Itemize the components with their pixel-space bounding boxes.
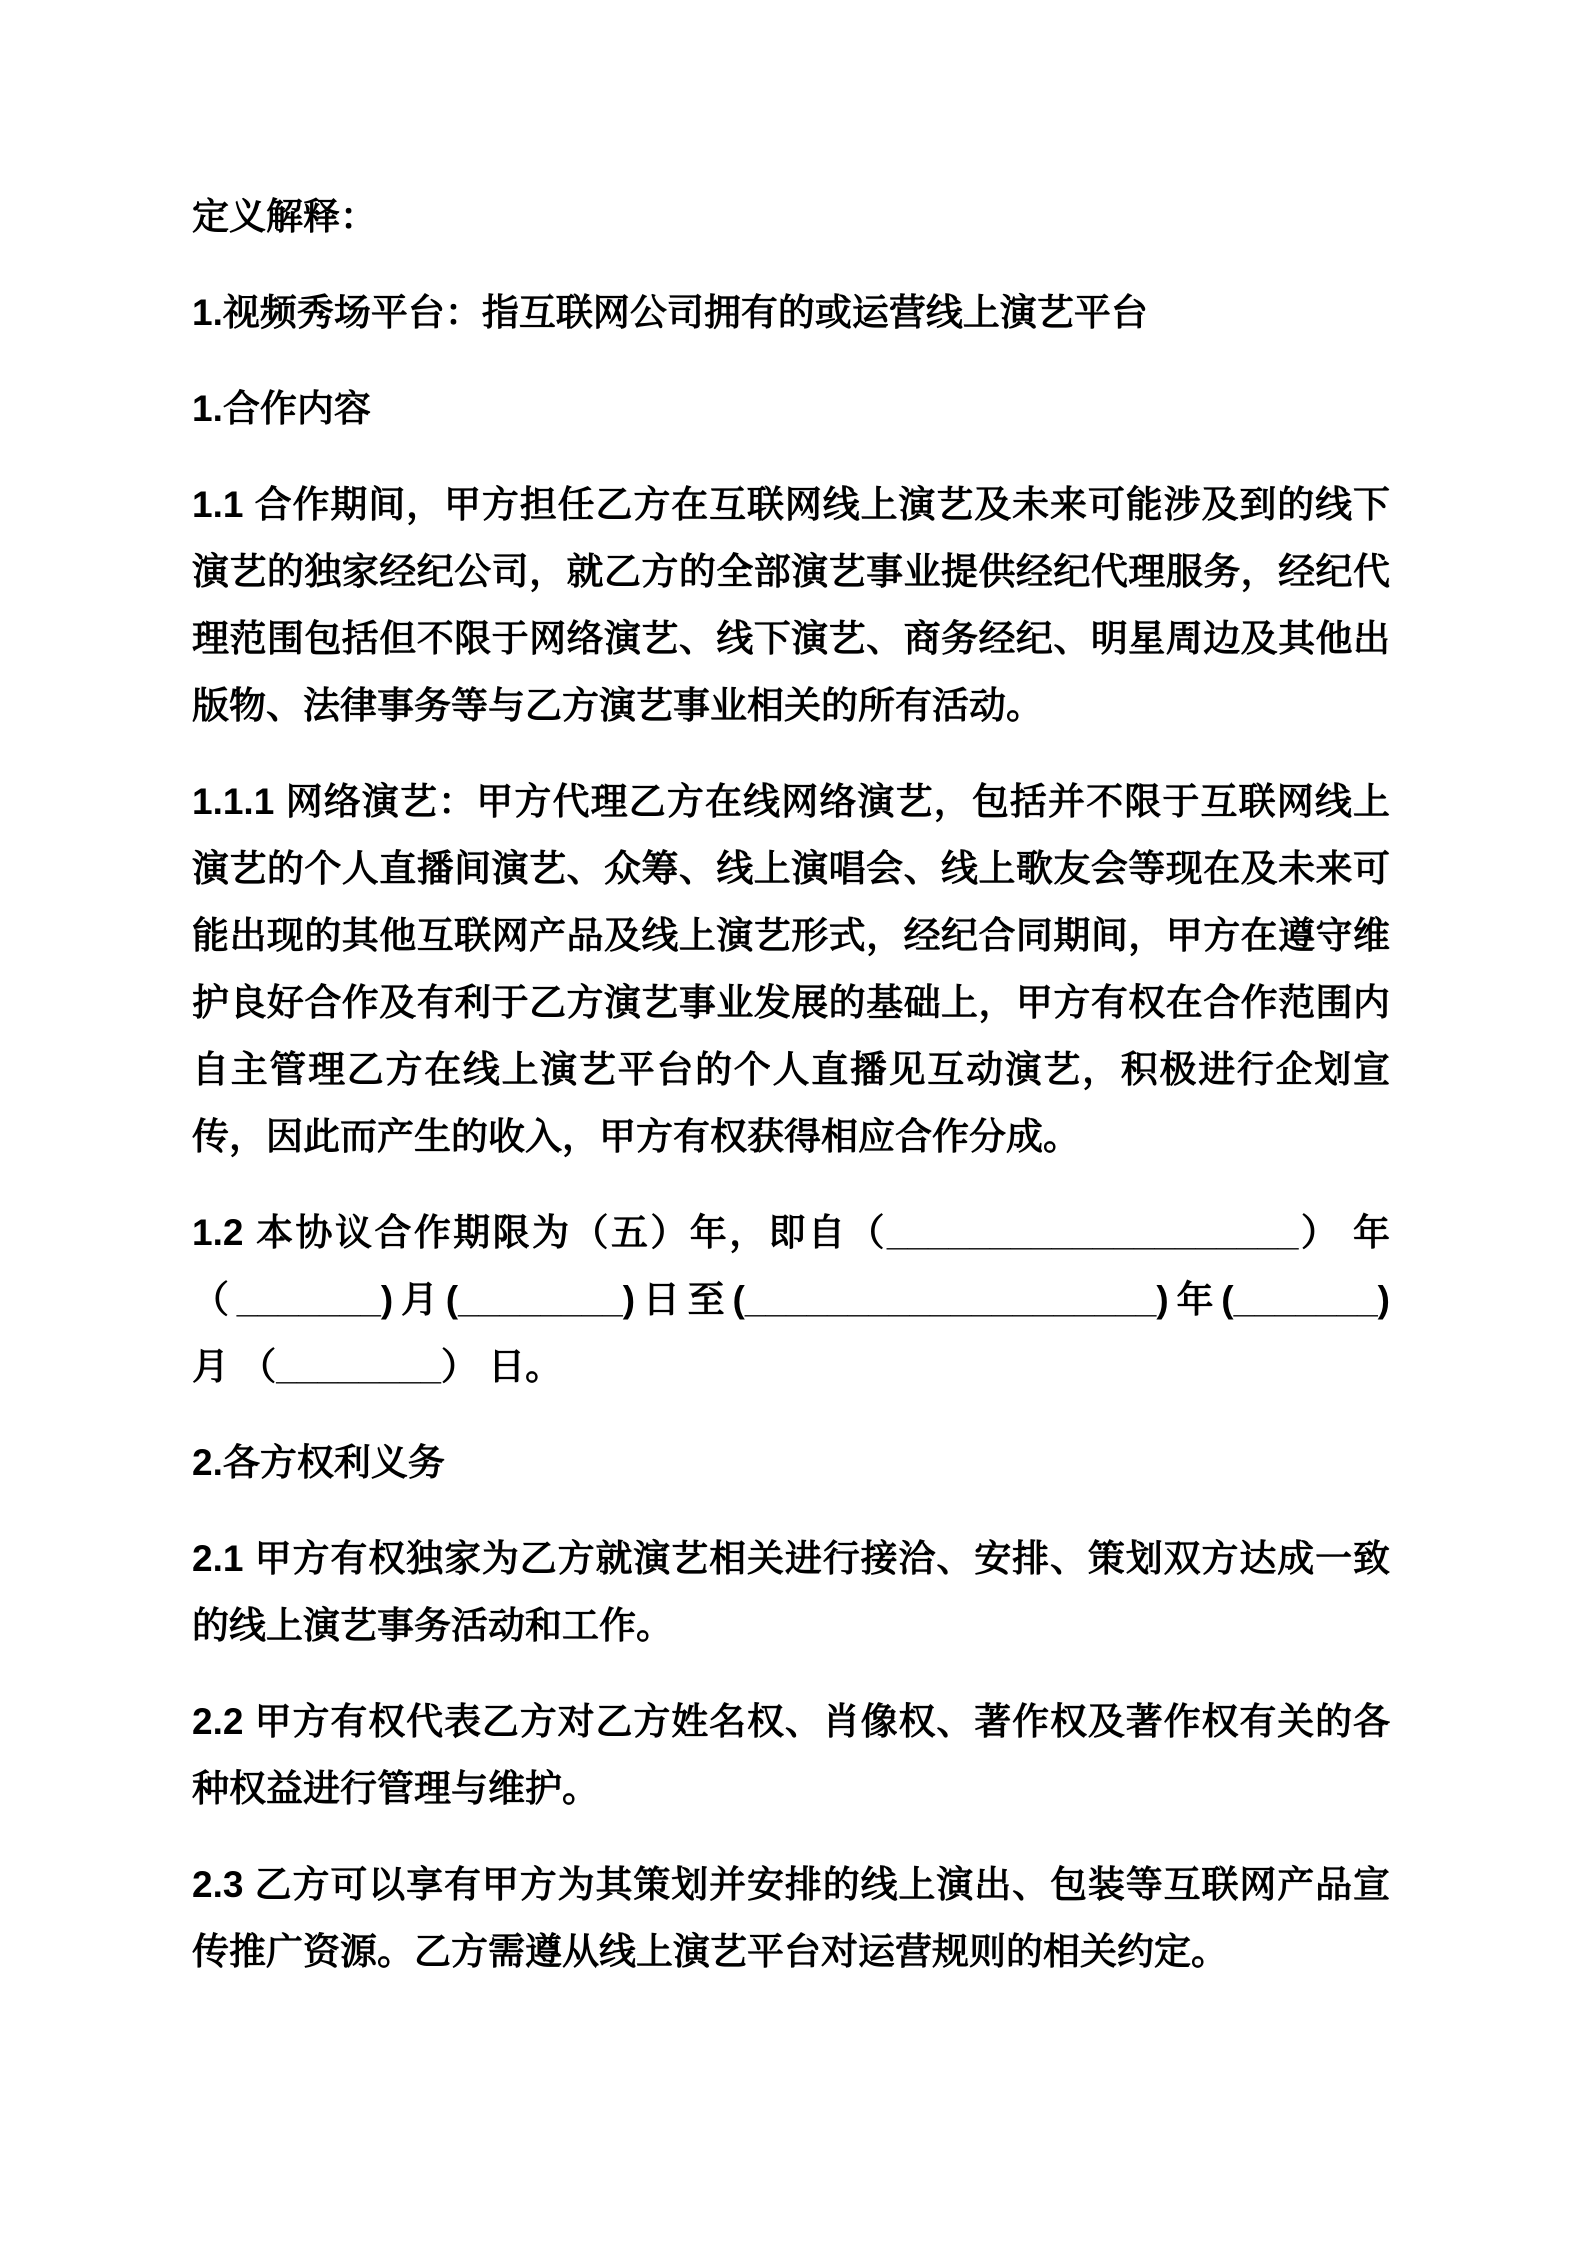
text-line: 2.1 甲方有权独家为乙方就演艺相关进行接洽、安排、策划双方达成一致 — [192, 1538, 1390, 1579]
text-line: 版物、法律事务等与乙方演艺事业相关的所有活动。 — [192, 685, 1043, 726]
text-line-with-blank: 月 （________） 日。 — [192, 1346, 563, 1387]
heading-definitions — [192, 183, 1390, 250]
text-line: 定义解释： — [192, 196, 377, 237]
text-line: 能出现的其他互联网产品及线上演艺形式，经纪合同期间，甲方在遵守维 — [192, 915, 1390, 956]
text-line: 1.视频秀场平台：指互联网公司拥有的或运营线上演艺平台 — [192, 292, 1148, 333]
text-line: 演艺的独家经纪公司，就乙方的全部演艺事业提供经纪代理服务，经纪代 — [192, 551, 1390, 592]
text-line: 1.合作内容 — [192, 388, 371, 429]
heading-cooperation-content — [192, 375, 1390, 442]
text-line: 1.1 合作期间，甲方担任乙方在互联网线上演艺及未来可能涉及到的线下 — [192, 484, 1390, 525]
text-line: 1.1.1 网络演艺：甲方代理乙方在线网络演艺，包括并不限于互联网线上 — [192, 781, 1390, 822]
clause-1-1-1 — [192, 768, 1390, 1170]
text-line: 自主管理乙方在线上演艺平台的个人直播见互动演艺，积极进行企划宣 — [192, 1049, 1390, 1090]
text-line: 的线上演艺事务活动和工作。 — [192, 1605, 673, 1646]
clause-2-3 — [192, 1851, 1390, 1985]
clause-1-2 — [192, 1199, 1390, 1400]
contract-body-text — [192, 183, 1390, 2014]
clause-1-1 — [192, 471, 1390, 739]
text-line: 传，因此而产生的收入，甲方有权获得相应合作分成。 — [192, 1116, 1080, 1157]
text-line: 2.3 乙方可以享有甲方为其策划并安排的线上演出、包装等互联网产品宣 — [192, 1864, 1390, 1905]
text-line: 护良好合作及有利于乙方演艺事业发展的基础上，甲方有权在合作范围内 — [192, 982, 1390, 1023]
text-line: 2.各方权利义务 — [192, 1442, 445, 1483]
text-line: 2.2 甲方有权代表乙方对乙方姓名权、肖像权、著作权及著作权有关的各 — [192, 1701, 1390, 1742]
text-line: 传推广资源。乙方需遵从线上演艺平台对运营规则的相关约定。 — [192, 1931, 1228, 1972]
text-line-with-blank: （_______)月(________)日至(____________________)年(_______) — [192, 1279, 1390, 1320]
clause-2-1 — [192, 1525, 1390, 1659]
heading-rights-obligations — [192, 1429, 1390, 1496]
text-line: 种权益进行管理与维护。 — [192, 1768, 599, 1809]
clause-2-2 — [192, 1688, 1390, 1822]
text-line: 演艺的个人直播间演艺、众筹、线上演唱会、线上歌友会等现在及未来可 — [192, 848, 1390, 889]
text-line-with-blank: 1.2 本协议合作期限为（五）年，即自（____________________） 年 — [192, 1212, 1390, 1253]
text-line: 理范围包括但不限于网络演艺、线下演艺、商务经纪、明星周边及其他出 — [192, 618, 1390, 659]
definition-video-platform — [192, 279, 1390, 346]
